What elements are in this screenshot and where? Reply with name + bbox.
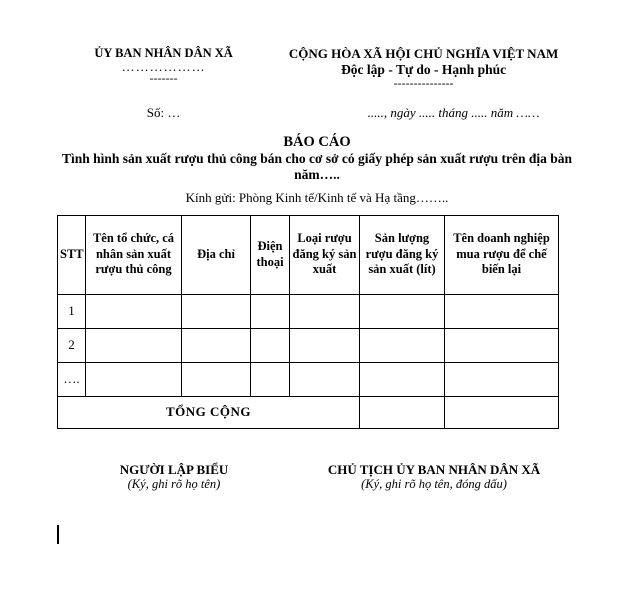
- stt-cell: ….: [58, 362, 86, 396]
- authority-divider: -------: [149, 71, 178, 86]
- national-motto: Độc lập - Tự do - Hạnh phúc: [341, 61, 507, 77]
- table-row: [58, 328, 559, 362]
- issuing-authority-name: ỦY BAN NHÂN DÂN XÃ: [94, 46, 233, 60]
- table-header-row: [58, 215, 559, 294]
- buyer-cell[interactable]: [445, 362, 559, 396]
- producer-cell[interactable]: [86, 362, 182, 396]
- address-cell[interactable]: [182, 362, 251, 396]
- producer-cell[interactable]: [86, 294, 182, 328]
- number-date-row: [57, 105, 577, 121]
- liquor-type-cell[interactable]: [290, 362, 360, 396]
- preparer-signature-block: [57, 462, 291, 493]
- document-number: Số: …: [146, 104, 181, 120]
- motto-divider: ---------------: [393, 75, 454, 90]
- total-label: TỔNG CỘNG: [58, 396, 360, 428]
- stt-cell: 1: [58, 294, 86, 328]
- volume-cell[interactable]: [360, 294, 445, 328]
- column-header-address: Địa chỉ: [182, 215, 251, 294]
- total-volume-cell[interactable]: [360, 396, 445, 428]
- chairman-note: (Ký, ghi rõ họ tên, đóng dấu): [361, 477, 507, 492]
- table-row: [58, 362, 559, 396]
- table-row: [58, 294, 559, 328]
- producer-cell[interactable]: [86, 328, 182, 362]
- total-buyer-cell[interactable]: [445, 396, 559, 428]
- preparer-note: (Ký, ghi rõ họ tên): [127, 477, 221, 492]
- volume-cell[interactable]: [360, 362, 445, 396]
- buyer-cell[interactable]: [445, 294, 559, 328]
- column-header-buyer: Tên doanh nghiệp mua rượu để chế biến lại: [445, 215, 559, 294]
- document-header: [57, 46, 577, 89]
- liquor-type-cell[interactable]: [290, 294, 360, 328]
- report-table: [57, 215, 559, 429]
- national-header-block: [270, 46, 577, 89]
- total-row: [58, 396, 559, 428]
- buyer-cell[interactable]: [445, 328, 559, 362]
- column-header-volume: Sản lượng rượu đăng ký sản xuất (lít): [360, 215, 445, 294]
- authority-name-dots: ………………: [121, 59, 206, 75]
- report-subtitle: Tình hình sản xuất rượu thủ công bán cho cơ sở có giấy phép sản xuất rượu trên địa bàn năm…..: [61, 151, 573, 183]
- report-title: BÁO CÁO: [283, 133, 351, 150]
- recipient-line: Kính gửi: Phòng Kinh tế/Kinh tế và Hạ tầng……..: [185, 189, 449, 205]
- liquor-type-cell[interactable]: [290, 328, 360, 362]
- column-header-stt: STT: [58, 215, 86, 294]
- phone-cell[interactable]: [251, 362, 290, 396]
- address-cell[interactable]: [182, 328, 251, 362]
- text-cursor: [57, 525, 59, 544]
- column-header-liquor-type: Loại rượu đăng ký sản xuất: [290, 215, 360, 294]
- signature-row: [57, 462, 577, 493]
- column-header-producer: Tên tổ chức, cá nhân sản xuất rượu thủ công: [86, 215, 182, 294]
- issuing-authority-block: [57, 46, 270, 89]
- date-line: ....., ngày ..... tháng ..... năm ……: [367, 104, 540, 120]
- volume-cell[interactable]: [360, 328, 445, 362]
- phone-cell[interactable]: [251, 294, 290, 328]
- column-header-phone: Điện thoại: [251, 215, 290, 294]
- phone-cell[interactable]: [251, 328, 290, 362]
- chairman-signature-block: [291, 462, 577, 493]
- preparer-title: NGƯỜI LẬP BIỂU: [119, 461, 229, 477]
- national-title: CỘNG HÒA XÃ HỘI CHỦ NGHĨA VIỆT NAM: [288, 46, 559, 61]
- chairman-title: CHỦ TỊCH ỦY BAN NHÂN DÂN XÃ: [327, 461, 541, 477]
- address-cell[interactable]: [182, 294, 251, 328]
- stt-cell: 2: [58, 328, 86, 362]
